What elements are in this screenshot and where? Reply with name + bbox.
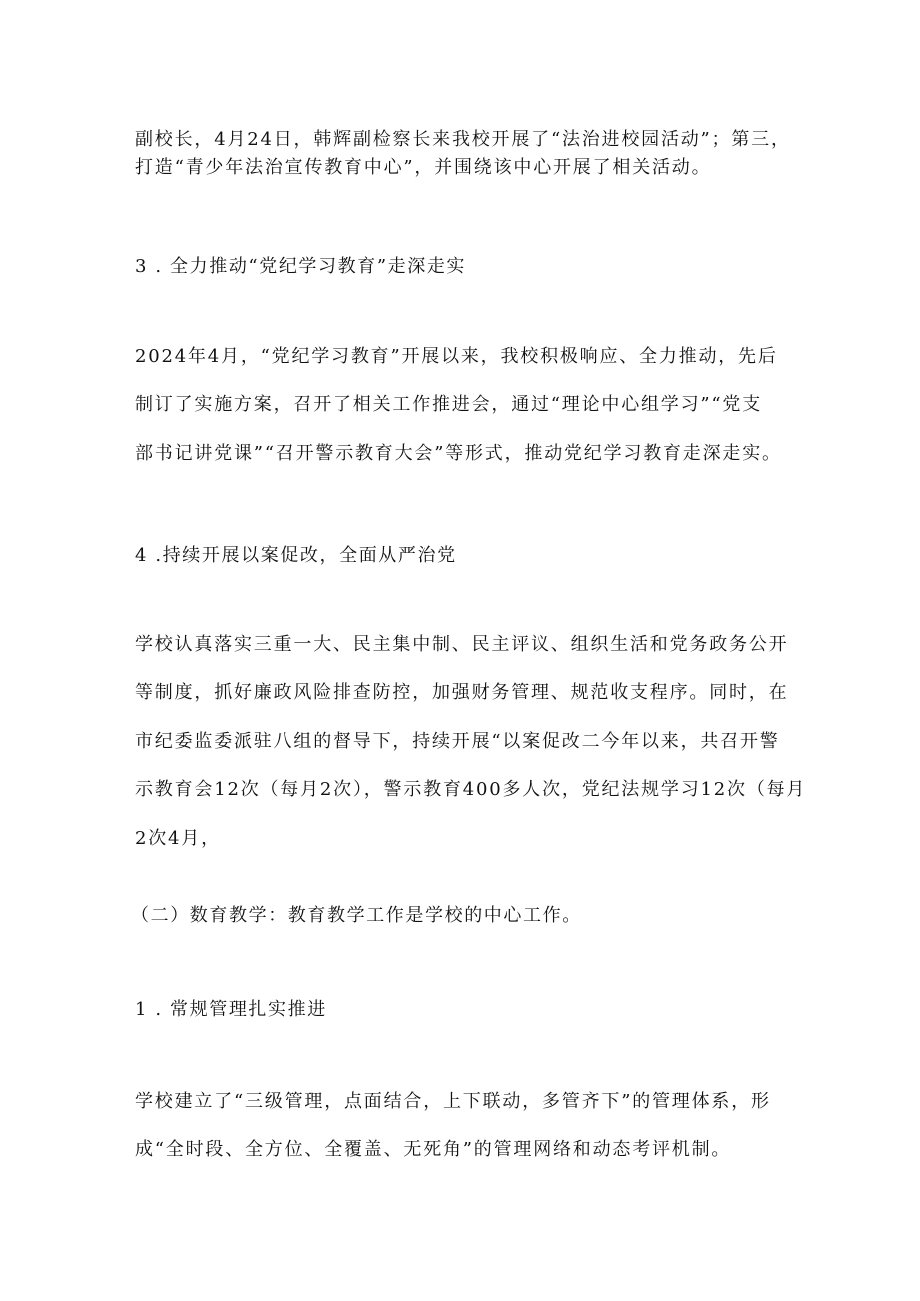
paragraph-line: 学校建立了“三级管理，点面结合，上下联动，多管齐下”的管理体系，形 [135,1091,771,1112]
section-heading: 3 . 全力推动“党纪学习教育”走深走实 [135,256,467,277]
paragraph-line: 学校认真落实三重一大、民主集中制、民主评议、组织生活和党务政务公开 [135,634,789,655]
paragraph-line: 2次4月， [135,828,221,849]
section-heading: 1 . 常规管理扎实推进 [135,999,327,1020]
paragraph-line: 打造“青少年法治宣传教育中心”，并围绕该中心开展了相关活动。 [135,157,712,178]
paragraph-line: 成“全时段、全方位、全覆盖、无死角”的管理网络和动态考评机制。 [135,1139,732,1160]
paragraph-line: 示教育会12次（每月2次），警示教育400多人次，党纪法规学习12次（每月 [135,779,807,800]
paragraph-line: 市纪委监委派驻八组的督导下，持续开展“以案促改二今年以来，共召开警 [135,731,780,752]
paragraph-line: 制订了实施方案，召开了相关工作推进会，通过“理论中心组学习”“党支 [135,394,763,415]
section-title: （二）数育教学：教育教学工作是学校的中心工作。 [131,905,582,926]
paragraph-line: 2024年4月，“党纪学习教育”开展以来，我校积极响应、全力推动，先后 [135,346,778,367]
paragraph-line: 等制度，抓好廉政风险排查防控，加强财务管理、规范收支程序。同时，在 [135,682,789,703]
paragraph-line: 副校长，4月24日，韩辉副检察长来我校开展了“法治进校园活动”；第三， [135,129,791,150]
paragraph-line: 部书记讲党课”“召开警示教育大会”等形式，推动党纪学习教育走深走实。 [135,443,782,464]
section-heading: 4 .持续开展以案促改，全面从严治党 [135,545,457,566]
